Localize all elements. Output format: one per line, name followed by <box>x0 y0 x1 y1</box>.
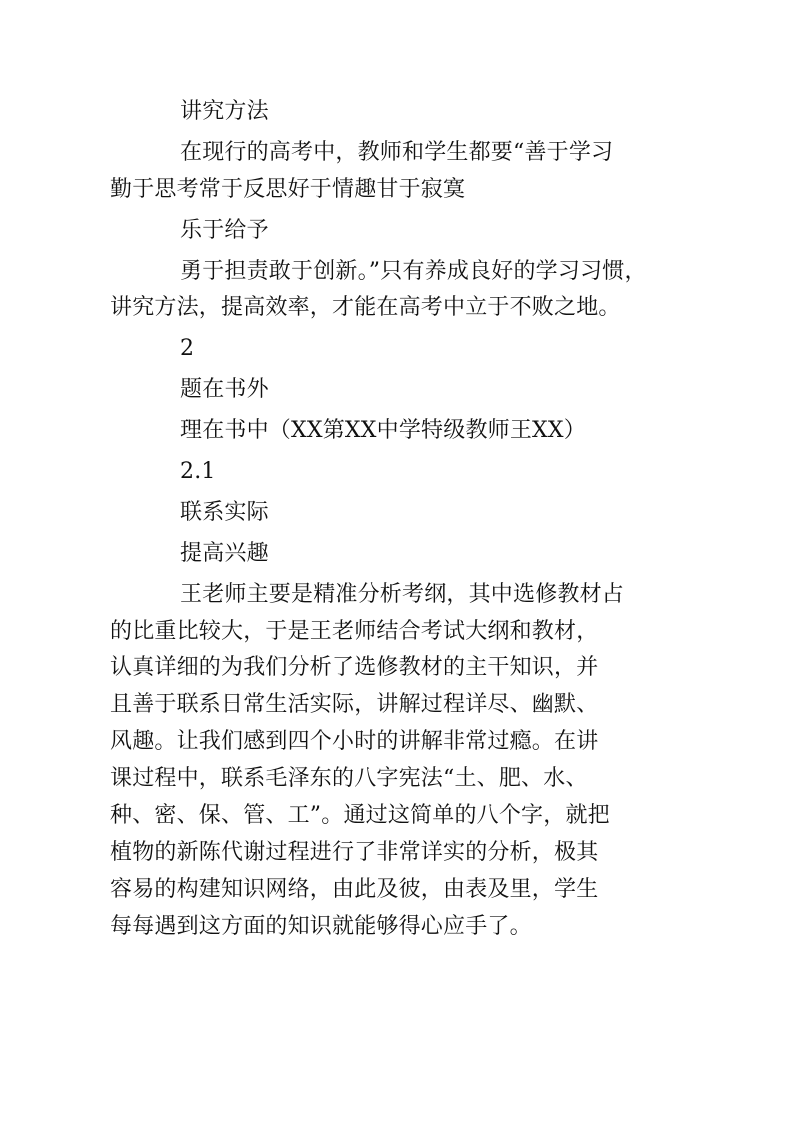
subsection-number: 2.1 <box>180 459 216 485</box>
document-body <box>110 96 700 943</box>
body-line-9: 容易的构建知识网络，由此及彼，由表及里，学生 <box>110 876 599 902</box>
paragraph-line-3: 乐于给予 <box>180 217 269 243</box>
body-line-2: 的比重比较大，于是王老师结合考试大纲和教材， <box>110 618 599 644</box>
paragraph-line-5: 讲究方法，提高效率，才能在高考中立于不败之地。 <box>110 295 621 321</box>
body-line-1: 王老师主要是精准分析考纲，其中选修教材占 <box>180 581 625 607</box>
body-line-3: 认真详细的为我们分析了选修教材的主干知识，并 <box>110 655 599 681</box>
section-title-line-1: 题在书外 <box>180 377 269 403</box>
paragraph-line-1: 在现行的高考中，教师和学生都要“善于学习 <box>180 139 614 165</box>
subsection-title-line-1: 联系实际 <box>180 499 269 525</box>
section-title-line-2: 理在书中（XX第XX中学特级教师王XX） <box>180 418 586 444</box>
body-line-6: 课过程中，联系毛泽东的八字宪法“土、肥、水、 <box>110 766 588 792</box>
paragraph-line-4: 勇于担责敢于创新。”只有养成良好的学习习惯， <box>180 258 647 284</box>
heading-method: 讲究方法 <box>180 99 269 124</box>
subsection-title-line-2: 提高兴趣 <box>180 540 269 566</box>
body-line-8: 植物的新陈代谢过程进行了非常详实的分析，极其 <box>110 839 599 865</box>
section-number: 2 <box>180 336 195 362</box>
paragraph-line-2: 勤于思考常于反思好于情趣甘于寂寞 <box>110 176 466 202</box>
body-line-5: 风趣。让我们感到四个小时的讲解非常过瘾。在讲 <box>110 729 599 755</box>
body-line-10: 每每遇到这方面的知识就能够得心应手了。 <box>110 913 532 939</box>
body-line-4: 且善于联系日常生活实际，讲解过程详尽、幽默、 <box>110 692 599 718</box>
body-line-7: 种、密、保、管、工”。通过这简单的八个字，就把 <box>110 803 610 829</box>
